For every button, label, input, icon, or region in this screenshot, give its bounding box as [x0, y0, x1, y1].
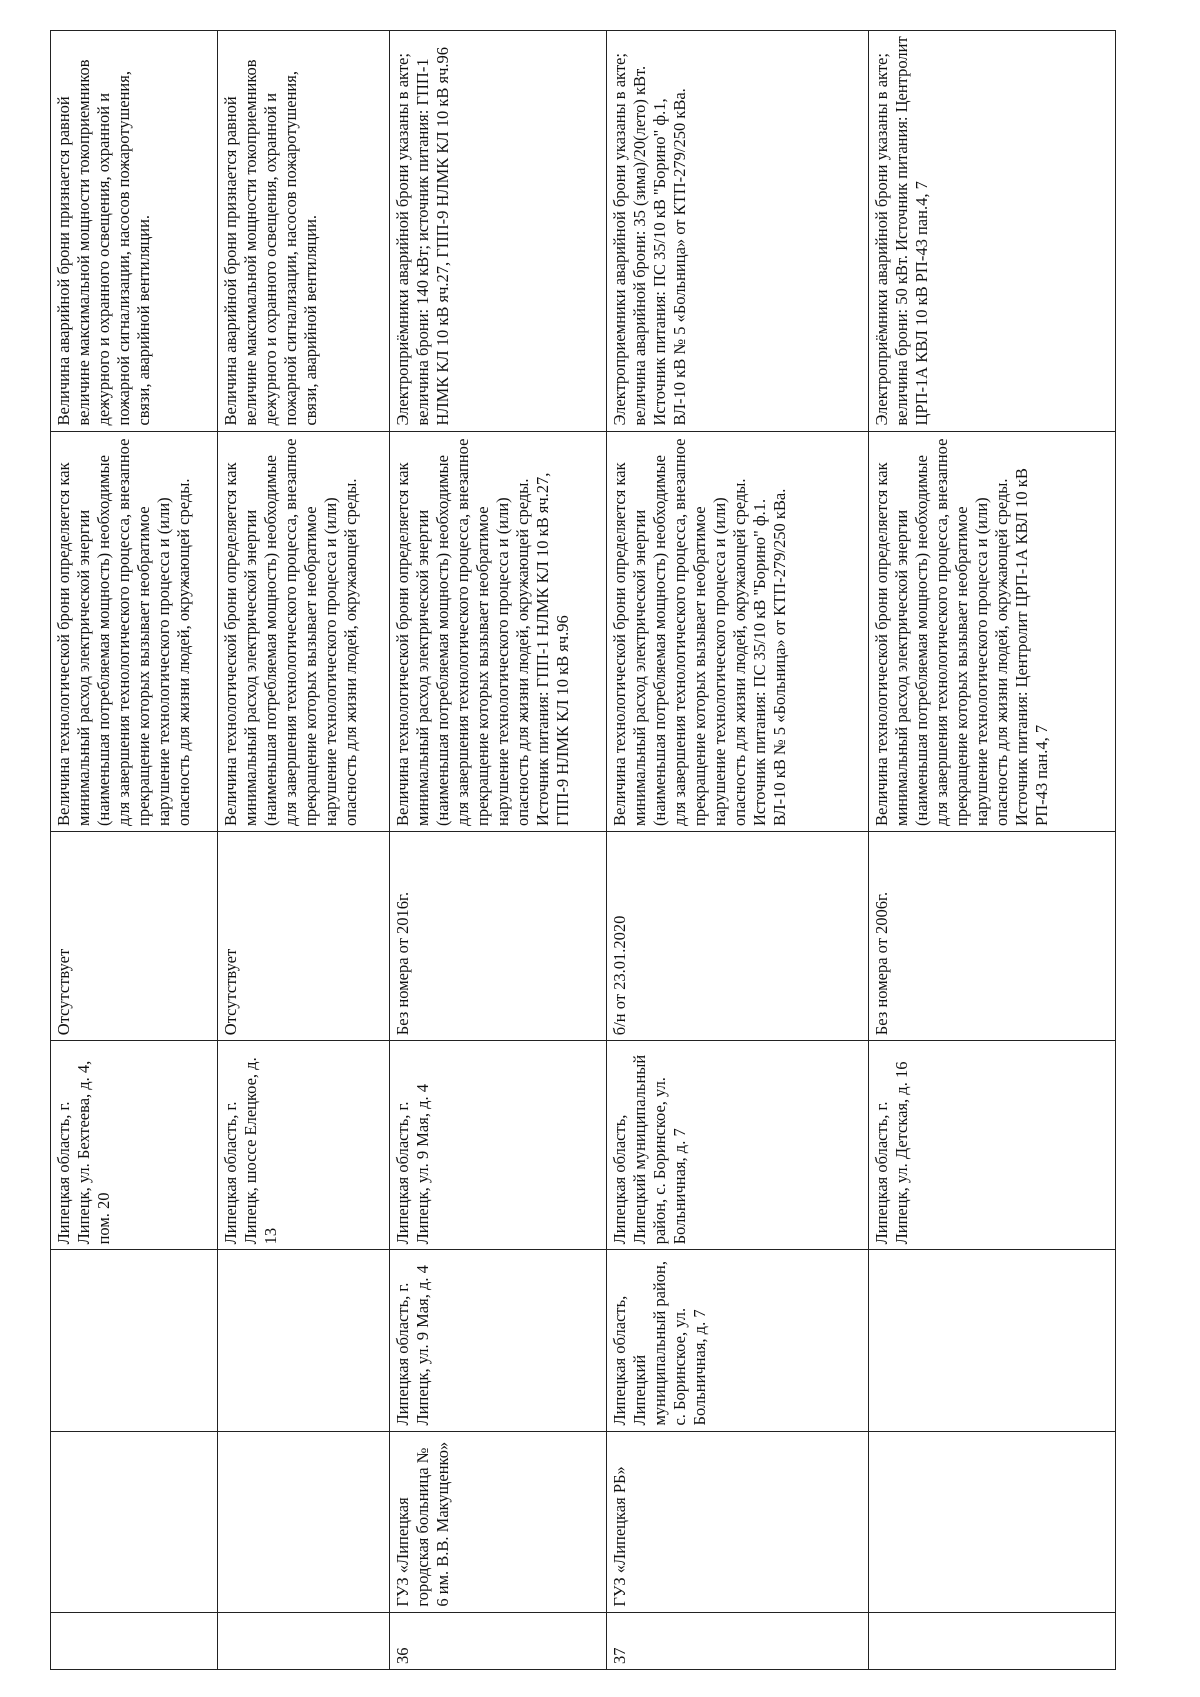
technological-reserve: Величина технологической брони определяется как минимальный расход электрической энергии (наименьшая потребляемая мощность) необходимые для завершения технологического процесса, внезапное прекращение которых вызывает необратимое нарушение технологического процесса и (или) опасность для жизни людей, окружающей среды. Источник питания: ГПП-1 НЛМК КЛ 10 кВ яч.27, ГПП-9 НЛМК КЛ 10 кВ яч.96 [390, 431, 607, 831]
object-address: Липецкая область, г. Липецк, ул. 9 Мая, д. 4 [390, 1041, 607, 1250]
table-row [869, 31, 1116, 1670]
row-number [218, 1612, 390, 1669]
emergency-reserve: Электроприёмники аварийной брони указаны в акте; величина брони: 50 кВт. Источник питания: Центролит ЦРП-1А КВЛ 10 кВ РП-43 пан.4, 7 [869, 31, 1116, 432]
act-reference: Без номера от 2006г. [869, 831, 1116, 1040]
act-reference: б/н от 23.01.2020 [607, 831, 869, 1040]
organization-name [218, 1431, 390, 1612]
technological-reserve: Величина технологической брони определяется как минимальный расход электрической энергии (наименьшая потребляемая мощность) необходимые для завершения технологического процесса, внезапное прекращение которых вызывает необратимое нарушение технологического процесса и (или) опасность для жизни людей, окружающей среды. [218, 431, 390, 831]
act-reference: Без номера от 2016г. [390, 831, 607, 1040]
technological-reserve: Величина технологической брони определяется как минимальный расход электрической энергии (наименьшая потребляемая мощность) необходимые для завершения технологического процесса, внезапное прекращение которых вызывает необратимое нарушение технологического процесса и (или) опасность для жизни людей, окружающей среды. Источник питания: ПС 35/10 кВ "Борино" ф.1. ВЛ-10 кВ № 5 «Больница» от КТП-279/250 кВа. [607, 431, 869, 831]
organization-name [869, 1431, 1116, 1612]
organization-name: ГУЗ «Липецкая городская больница № 6 им. В.В. Макущенко» [390, 1431, 607, 1612]
object-address: Липецкая область, г. Липецк, ул. Бехтеева, д. 4, пом. 20 [51, 1041, 218, 1250]
power-reservation-table [50, 30, 1116, 1670]
object-address: Липецкая область, г. Липецк, шоссе Елецкое, д. 13 [218, 1041, 390, 1250]
rotated-table-sheet [50, 20, 1130, 1680]
table-row [607, 31, 869, 1670]
row-number [869, 1612, 1116, 1669]
emergency-reserve: Электроприемники аварийной брони указаны в акте; величина аварийной брони: 35 (зима)/20(лето) кВт. Источник питания: ПС 35/10 кВ "Борино" ф.1, ВЛ-10 кВ № 5 «Больница» от КТП-279/250 кВа. [607, 31, 869, 432]
technological-reserve: Величина технологической брони определяется как минимальный расход электрической энергии (наименьшая потребляемая мощность) необходимые для завершения технологического процесса, внезапное прекращение которых вызывает необратимое нарушение технологического процесса и (или) опасность для жизни людей, окружающей среды. Источник питания: Центролит ЦРП-1А КВЛ 10 кВ РП-43 пан.4, 7 [869, 431, 1116, 831]
organization-address: Липецкая область, Липецкий муниципальный район, с. Боринское, ул. Больничная, д. 7 [607, 1250, 869, 1431]
emergency-reserve: Величина аварийной брони признается равной величине максимальной мощности токоприемников дежурного и охранного освещения, охранной и пожарной сигнализации, насосов пожаротушения, связи, аварийной вентиляции. [218, 31, 390, 432]
act-reference: Отсутствует [51, 831, 218, 1040]
emergency-reserve: Электроприёмники аварийной брони указаны в акте; величина брони: 140 кВт; источник питания: ГПП-1 НЛМК КЛ 10 кВ яч.27, ГПП-9 НЛМК КЛ 10 кВ яч.96 [390, 31, 607, 432]
organization-address [869, 1250, 1116, 1431]
table-row [51, 31, 218, 1670]
row-number [51, 1612, 218, 1669]
row-number: 37 [607, 1612, 869, 1669]
act-reference: Отсутствует [218, 831, 390, 1040]
organization-address [218, 1250, 390, 1431]
object-address: Липецкая область, г. Липецк, ул. Детская, д. 16 [869, 1041, 1116, 1250]
row-number: 36 [390, 1612, 607, 1669]
object-address: Липецкая область, Липецкий муниципальный район, с. Боринское, ул. Больничная, д. 7 [607, 1041, 869, 1250]
table-row [218, 31, 390, 1670]
organization-address [51, 1250, 218, 1431]
technological-reserve: Величина технологической брони определяется как минимальный расход электрической энергии (наименьшая потребляемая мощность) необходимые для завершения технологического процесса, внезапное прекращение которых вызывает необратимое нарушение технологического процесса и (или) опасность для жизни людей, окружающей среды. [51, 431, 218, 831]
table-row [390, 31, 607, 1670]
organization-name [51, 1431, 218, 1612]
organization-name: ГУЗ «Липецкая РБ» [607, 1431, 869, 1612]
emergency-reserve: Величина аварийной брони признается равной величине максимальной мощности токоприемников дежурного и охранного освещения, охранной и пожарной сигнализации, насосов пожаротушения, связи, аварийной вентиляции. [51, 31, 218, 432]
organization-address: Липецкая область, г. Липецк, ул. 9 Мая, д. 4 [390, 1250, 607, 1431]
